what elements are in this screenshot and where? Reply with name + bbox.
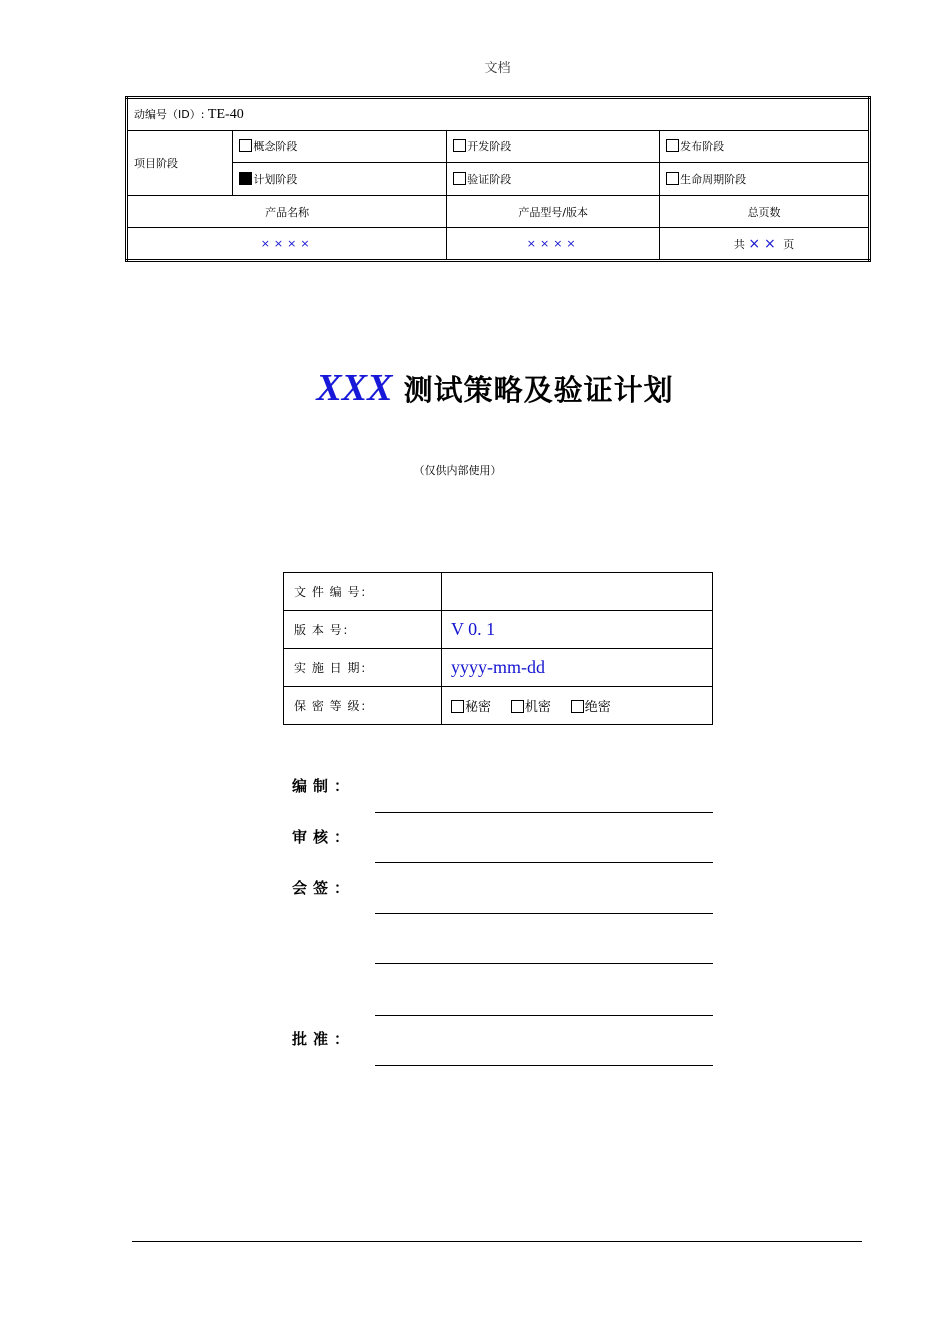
product-name-value: ×××× (127, 228, 447, 261)
checkbox-icon[interactable] (453, 139, 466, 152)
product-model-value: ×××× (447, 228, 660, 261)
checkbox-icon[interactable] (451, 700, 464, 713)
phase-label: 项目阶段 (127, 130, 233, 195)
doc-control-table (283, 572, 713, 725)
doc-no-value[interactable] (442, 573, 713, 611)
checkbox-icon[interactable] (239, 139, 252, 152)
countersign-signature-line-1[interactable] (375, 913, 713, 914)
checkbox-icon[interactable] (453, 172, 466, 185)
compiled-label: 编制： (292, 777, 356, 795)
document-info-table (125, 96, 871, 262)
phase-planning[interactable]: 计划阶段 (233, 163, 447, 196)
phase-development[interactable]: 开发阶段 (447, 130, 660, 163)
countersign-label: 会签： (292, 879, 356, 897)
id-label: 动编号（ID）: (134, 107, 205, 121)
total-pages-prefix: 共 (733, 237, 745, 251)
secrecy-label: 保 密 等 级： (284, 687, 442, 725)
countersign-signature-line-2[interactable] (375, 963, 713, 964)
product-name-label: 产品名称 (127, 195, 447, 228)
countersign-signature-line-3[interactable] (375, 1015, 713, 1016)
checkbox-icon[interactable] (571, 700, 584, 713)
approved-label: 批准： (292, 1030, 356, 1048)
checkbox-icon[interactable] (511, 700, 524, 713)
approved-signature-line[interactable] (375, 1065, 713, 1066)
doc-no-label: 文 件 编 号： (284, 573, 442, 611)
checkbox-icon[interactable] (666, 172, 679, 185)
internal-use-note: （仅供内部使用） (413, 464, 502, 477)
version-value[interactable]: V 0. 1 (442, 611, 713, 649)
total-pages-suffix: 页 (783, 237, 795, 251)
secrecy-top-secret[interactable]: 绝密 (571, 700, 611, 715)
document-header-label: 文档 (484, 61, 511, 76)
reviewed-signature-line[interactable] (375, 862, 713, 863)
compiled-signature-line[interactable] (375, 812, 713, 813)
secrecy-confidential[interactable]: 机密 (511, 700, 551, 715)
phase-concept[interactable]: 概念阶段 (233, 130, 447, 163)
id-value: TE-40 (207, 106, 244, 122)
checkbox-icon[interactable] (666, 139, 679, 152)
total-pages-cell (660, 228, 870, 261)
secrecy-secret[interactable]: 秘密 (451, 700, 491, 715)
phase-verification[interactable]: 验证阶段 (447, 163, 660, 196)
total-pages-label: 总页数 (660, 195, 870, 228)
document-title (0, 366, 950, 410)
phase-release[interactable]: 发布阶段 (660, 130, 870, 163)
date-label: 实 施 日 期： (284, 649, 442, 687)
product-model-label: 产品型号/版本 (447, 195, 660, 228)
phase-lifecycle[interactable]: 生命周期阶段 (660, 163, 870, 196)
footer-divider (132, 1241, 862, 1242)
total-pages-value: ×× (748, 235, 780, 252)
checked-box-icon[interactable] (239, 172, 252, 185)
title-main: 测试策略及验证计划 (403, 373, 674, 407)
version-label: 版 本 号： (284, 611, 442, 649)
reviewed-label: 审核： (292, 828, 356, 846)
title-prefix: XXX (316, 367, 393, 409)
secrecy-options (442, 687, 713, 725)
id-row (127, 98, 870, 131)
date-value[interactable]: yyyy-mm-dd (442, 649, 713, 687)
